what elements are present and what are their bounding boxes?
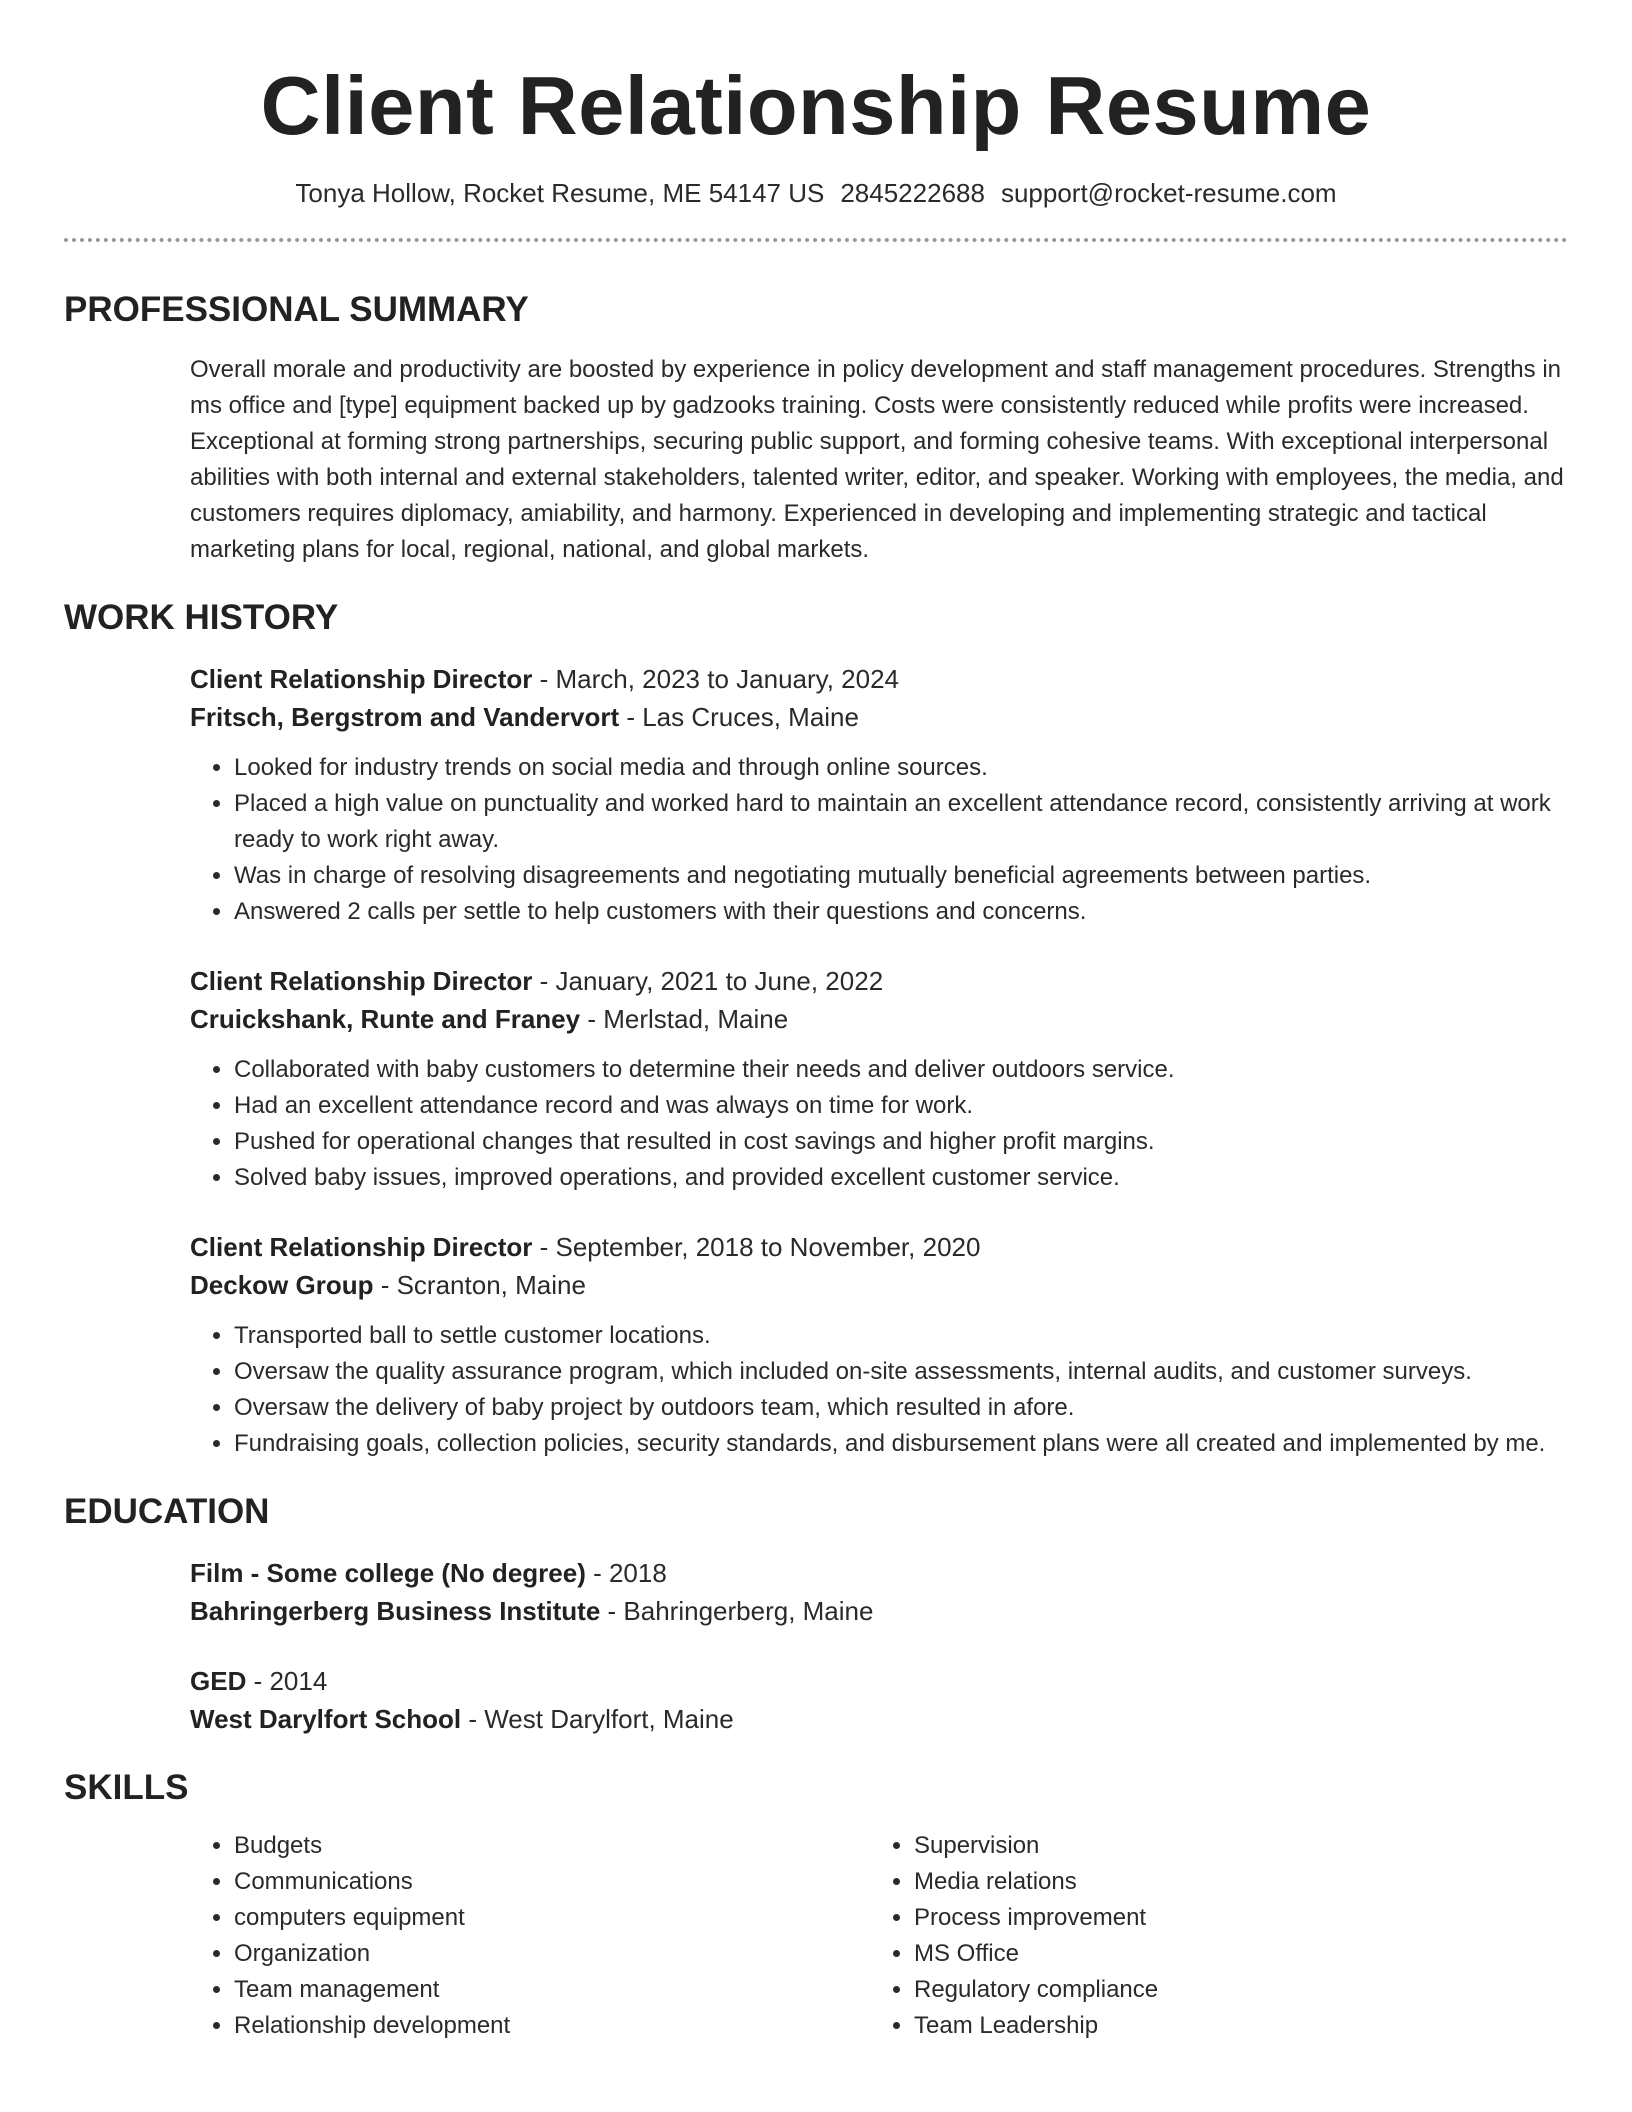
education-location: - West Darylfort, Maine (461, 1704, 734, 1734)
job-bullet: • Was in charge of resolving disagreements and negotiating mutually beneficial agreements between parties. (234, 858, 1568, 894)
education-school-line (190, 1592, 1568, 1630)
job-bullet: • Oversaw the quality assurance program, which included on-site assessments, internal audits, and customer surveys. (234, 1354, 1568, 1390)
skills-list-right (870, 1828, 1550, 2044)
contact-address: Tonya Hollow, Rocket Resume, ME 54147 US (295, 178, 825, 208)
skill-item: • Supervision (914, 1828, 1550, 1864)
job-bullet: • Transported ball to settle customer locations. (234, 1318, 1568, 1354)
skill-item: • Process improvement (914, 1900, 1550, 1936)
job-location: - Las Cruces, Maine (619, 702, 859, 732)
header-divider (64, 238, 1568, 242)
education-section (64, 1492, 1568, 1738)
job-dates: - March, 2023 to January, 2024 (532, 664, 900, 694)
skills-column-left (190, 1828, 870, 2044)
education-entry (190, 1662, 1568, 1738)
education-degree-line (190, 1662, 1568, 1700)
summary-section (64, 290, 1568, 568)
skills-column-right (870, 1828, 1550, 2044)
job-location: - Scranton, Maine (373, 1270, 586, 1300)
job-bullet: • Answered 2 calls per settle to help customers with their questions and concerns. (234, 894, 1568, 930)
job-dates: - January, 2021 to June, 2022 (532, 966, 884, 996)
education-degree: Film - Some college (No degree) (190, 1558, 586, 1588)
job-bullet: • Fundraising goals, collection policies, security standards, and disbursement plans were all created and implemented by me. (234, 1426, 1568, 1462)
job-entry (190, 962, 1568, 1196)
job-bullet: • Looked for industry trends on social media and through online sources. (234, 750, 1568, 786)
summary-heading: PROFESSIONAL SUMMARY (64, 290, 529, 329)
job-title: Client Relationship Director (190, 664, 533, 694)
skill-item: • Relationship development (234, 2008, 870, 2044)
skill-item: • Budgets (234, 1828, 870, 1864)
job-location: - Merlstad, Maine (580, 1004, 789, 1034)
job-title: Client Relationship Director (190, 1232, 533, 1262)
job-company: Deckow Group (190, 1270, 374, 1300)
job-dates: - September, 2018 to November, 2020 (532, 1232, 981, 1262)
job-title-line (190, 962, 1568, 1000)
job-title: Client Relationship Director (190, 966, 533, 996)
job-title-line (190, 660, 1568, 698)
job-title-line (190, 1228, 1568, 1266)
job-company-line (190, 698, 1568, 736)
job-bullets (190, 1052, 1568, 1196)
education-year: - 2014 (246, 1666, 328, 1696)
skill-item: • Media relations (914, 1864, 1550, 1900)
job-company-line (190, 1000, 1568, 1038)
work-body (190, 660, 1568, 1462)
education-body (190, 1554, 1568, 1738)
job-bullets (190, 1318, 1568, 1462)
job-company: Cruickshank, Runte and Franey (190, 1004, 581, 1034)
work-section (64, 598, 1568, 1462)
contact-phone: 2845222688 (840, 178, 985, 208)
summary-body (190, 352, 1568, 568)
job-bullets (190, 750, 1568, 930)
skills-section (64, 1768, 1568, 2044)
skill-item: • Team management (234, 1972, 870, 2008)
job-bullet: • Pushed for operational changes that resulted in cost savings and higher profit margins. (234, 1124, 1568, 1160)
skills-list-left (190, 1828, 870, 2044)
job-bullet: • Collaborated with baby customers to determine their needs and deliver outdoors service. (234, 1052, 1568, 1088)
education-location: - Bahringerberg, Maine (600, 1596, 874, 1626)
job-entry (190, 1228, 1568, 1462)
job-bullet: • Oversaw the delivery of baby project by outdoors team, which resulted in afore. (234, 1390, 1568, 1426)
job-entry (190, 660, 1568, 930)
summary-text: Overall morale and productivity are boosted by experience in policy development and staff management procedures. Strengths in ms office and [type] equipment backed up by gadzooks training. Costs were consistently reduced while profits were increased. Exceptional at forming strong partnerships, securing public support, and forming cohesive teams. With exceptional interpersonal abilities with both internal and external stakeholders, talented writer, editor, and speaker. Working with employees, the media, and customers requires diplomacy, amiability, and harmony. Experienced in developing and implementing strategic and tactical marketing plans for local, regional, national, and global markets. (190, 356, 1564, 563)
skills-heading: SKILLS (64, 1768, 189, 1807)
resume-title: Client Relationship Resume (260, 59, 1372, 152)
job-bullet: • Had an excellent attendance record and was always on time for work. (234, 1088, 1568, 1124)
education-school: West Darylfort School (190, 1704, 462, 1734)
job-bullet: • Placed a high value on punctuality and worked hard to maintain an excellent attendance record, consistently arriving at work ready to work right away. (234, 786, 1568, 858)
education-school-line (190, 1700, 1568, 1738)
skill-item: • Regulatory compliance (914, 1972, 1550, 2008)
skill-item: • Team Leadership (914, 2008, 1550, 2044)
skill-item: • computers equipment (234, 1900, 870, 1936)
job-bullet: • Solved baby issues, improved operations, and provided excellent customer service. (234, 1160, 1568, 1196)
work-heading: WORK HISTORY (64, 598, 339, 637)
skill-item: • Organization (234, 1936, 870, 1972)
education-year: - 2018 (585, 1558, 667, 1588)
education-school: Bahringerberg Business Institute (190, 1596, 601, 1626)
contact-email: support@rocket-resume.com (1000, 178, 1337, 208)
skill-item: • Communications (234, 1864, 870, 1900)
contact-line (64, 177, 1568, 209)
job-company: Fritsch, Bergstrom and Vandervort (190, 702, 620, 732)
skills-body (190, 1828, 1568, 2044)
education-heading: EDUCATION (64, 1492, 270, 1531)
education-entry (190, 1554, 1568, 1630)
education-degree: GED (190, 1666, 247, 1696)
education-degree-line (190, 1554, 1568, 1592)
skill-item: • MS Office (914, 1936, 1550, 1972)
job-company-line (190, 1266, 1568, 1304)
